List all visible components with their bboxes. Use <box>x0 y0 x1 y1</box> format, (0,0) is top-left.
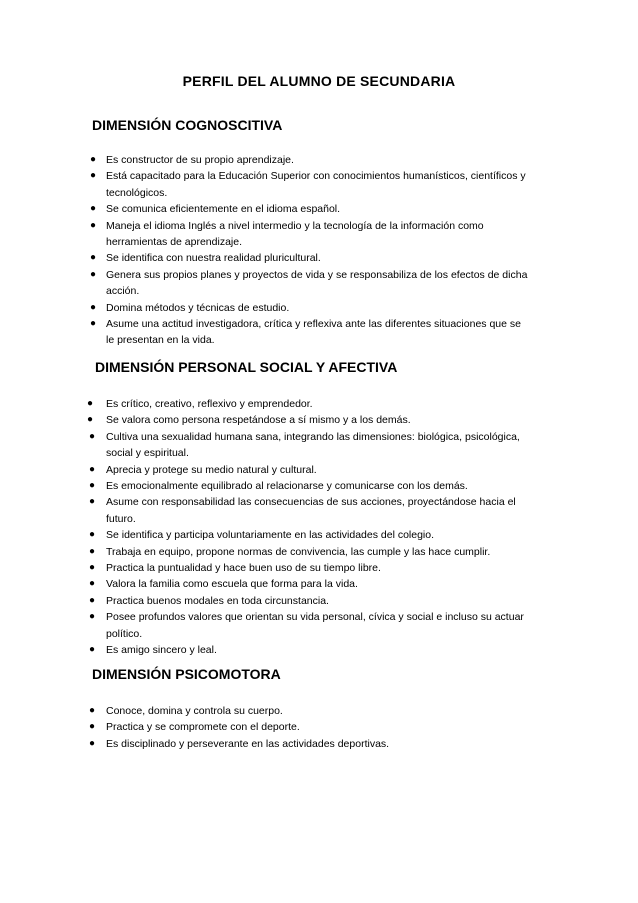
list-item-text: Cultiva una sexualidad humana sana, integrando las dimensiones: biológica, psicológica, social y espiritual. <box>106 430 520 460</box>
list-item <box>89 494 531 527</box>
list-item-text: Conoce, domina y controla su cuerpo. <box>106 705 283 717</box>
list-item <box>90 250 531 266</box>
list-item <box>89 429 531 462</box>
bullet-icon: ● <box>89 480 96 492</box>
bullet-icon: ● <box>89 594 96 606</box>
bullet-icon: ● <box>90 170 97 182</box>
list-item <box>90 316 531 349</box>
section-heading-cognoscitiva: DIMENSIÓN COGNOSCITIVA <box>92 117 283 133</box>
personal-social-list <box>87 396 531 659</box>
list-item-text: Se valora como persona respetándose a sí mismo y a los demás. <box>106 414 411 427</box>
bullet-icon: ● <box>89 578 96 590</box>
page-title: PERFIL DEL ALUMNO DE SECUNDARIA <box>182 73 456 89</box>
list-item-text: Posee profundos valores que orientan su vida personal, cívica y social e incluso su actuar político. <box>106 611 524 640</box>
list-item-text: Se identifica y participa voluntariamente en las actividades del colegio. <box>106 529 435 542</box>
bullet-icon: ● <box>87 414 94 426</box>
bullet-icon: ● <box>90 252 97 264</box>
list-item <box>90 300 531 316</box>
bullet-icon: ● <box>89 529 96 541</box>
list-item-text: Genera sus propios planes y proyectos de vida y se responsabiliza de los efectos de dicha acción. <box>106 268 528 298</box>
bullet-icon: ● <box>89 430 96 442</box>
list-item <box>90 201 531 217</box>
list-item <box>90 168 531 201</box>
list-item-text: Trabaja en equipo, propone normas de convivencia, las cumple y las hace cumplir. <box>106 545 491 558</box>
list-item <box>87 396 531 412</box>
list-item <box>89 576 531 592</box>
list-item-text: Valora la familia como escuela que forma para la vida. <box>106 578 358 591</box>
list-item <box>89 719 531 735</box>
psicomotora-list <box>89 703 531 752</box>
bullet-icon: ● <box>89 705 96 716</box>
list-item <box>89 642 531 658</box>
list-item <box>89 593 531 609</box>
list-item <box>87 412 531 428</box>
list-item <box>90 267 531 300</box>
list-item-text: Asume con responsabilidad las consecuencias de sus acciones, proyectándose hacia el futuro. <box>106 496 516 525</box>
bullet-icon: ● <box>90 154 97 165</box>
list-item-text: Se identifica con nuestra realidad pluricultural. <box>106 252 321 265</box>
list-item <box>89 736 531 752</box>
list-item <box>89 560 531 576</box>
list-item-text: Es disciplinado y perseverante en las actividades deportivas. <box>106 737 390 750</box>
list-item <box>89 609 531 642</box>
list-item-text: Practica la puntualidad y hace buen uso de su tiempo libre. <box>106 562 381 575</box>
section-heading-personal-social: DIMENSIÓN PERSONAL SOCIAL Y AFECTIVA <box>95 359 398 375</box>
bullet-icon: ● <box>89 562 96 574</box>
bullet-icon: ● <box>90 301 97 313</box>
list-item-text: Aprecia y protege su medio natural y cultural. <box>106 463 317 476</box>
list-item-text: Es crítico, creativo, reflexivo y emprendedor. <box>106 398 313 410</box>
list-item-text: Domina métodos y técnicas de estudio. <box>106 301 290 314</box>
list-item <box>90 152 531 168</box>
cognoscitiva-list <box>90 152 531 349</box>
bullet-icon: ● <box>90 318 97 330</box>
list-item-text: Es constructor de su propio aprendizaje. <box>106 154 294 166</box>
bullet-icon: ● <box>89 545 96 557</box>
list-item-text: Asume una actitud investigadora, crítica y reflexiva ante las diferentes situaciones que se le presentan en la vida. <box>106 318 521 347</box>
bullet-icon: ● <box>89 611 96 623</box>
bullet-icon: ● <box>89 463 96 475</box>
bullet-icon: ● <box>89 644 96 656</box>
list-item <box>89 462 531 478</box>
list-item <box>89 478 531 494</box>
list-item-text: Está capacitado para la Educación Superior con conocimientos humanísticos, científicos y tecnológicos. <box>106 170 526 199</box>
list-item-text: Es emocionalmente equilibrado al relacionarse y comunicarse con los demás. <box>106 480 468 493</box>
bullet-icon: ● <box>89 496 96 508</box>
list-item <box>89 703 531 719</box>
list-item <box>90 218 531 251</box>
bullet-icon: ● <box>89 721 96 733</box>
list-item <box>89 544 531 560</box>
bullet-icon: ● <box>90 203 97 215</box>
bullet-icon: ● <box>89 737 96 749</box>
list-item-text: Se comunica eficientemente en el idioma español. <box>106 203 341 216</box>
list-item <box>89 527 531 543</box>
bullet-icon: ● <box>90 219 97 231</box>
section-heading-psicomotora: DIMENSIÓN PSICOMOTORA <box>92 666 281 682</box>
bullet-icon: ● <box>87 398 94 409</box>
list-item-text: Es amigo sincero y leal. <box>106 644 217 657</box>
bullet-icon: ● <box>90 268 97 280</box>
list-item-text: Maneja el idioma Inglés a nivel intermedio y la tecnología de la información como herramientas de aprendizaje. <box>106 219 484 249</box>
list-item-text: Practica y se compromete con el deporte. <box>106 721 300 734</box>
list-item-text: Practica buenos modales en toda circunstancia. <box>106 594 329 607</box>
